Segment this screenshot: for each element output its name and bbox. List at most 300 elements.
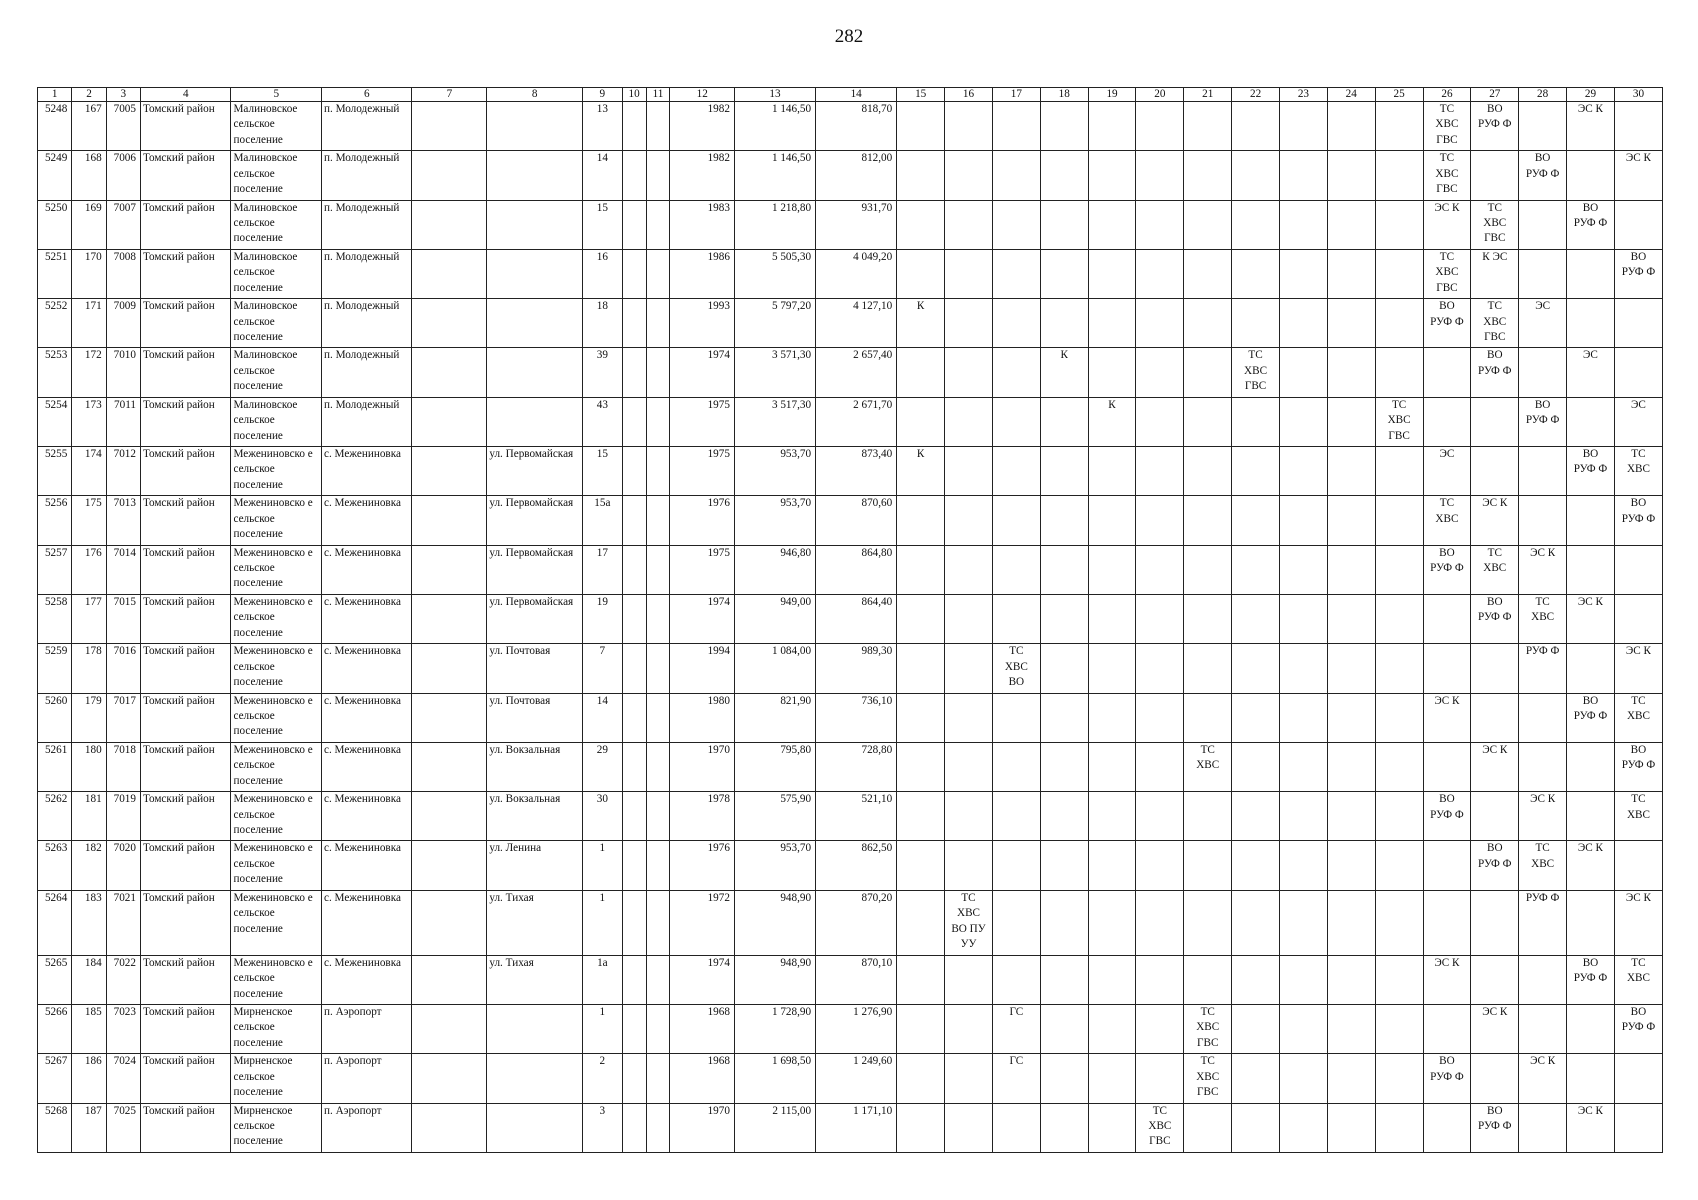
- cell-col-14: 521,10: [816, 792, 897, 841]
- cell-col-2: 172: [72, 348, 106, 397]
- utility-cell-col-27: [1471, 890, 1519, 955]
- utility-cell-col-20: [1136, 841, 1184, 890]
- cell-col-5: Межениновско е сельское поселение: [231, 447, 322, 496]
- utility-cell-col-23: [1279, 955, 1327, 1004]
- cell-col-9: 3: [583, 1103, 623, 1152]
- cell-col-9: 1: [583, 1005, 623, 1054]
- utility-cell-col-24: [1327, 348, 1375, 397]
- cell-col-2: 181: [72, 792, 106, 841]
- cell-col-8: [487, 151, 583, 200]
- utility-cell-col-15: [897, 397, 945, 446]
- cell-col-5: Малиновское сельское поселение: [231, 102, 322, 151]
- utility-cell-col-24: [1327, 693, 1375, 742]
- utility-cell-col-27: ТС ХВС: [1471, 545, 1519, 594]
- utility-cell-col-25: [1375, 200, 1423, 249]
- cell-col-7: [412, 151, 487, 200]
- cell-col-14: 4 049,20: [816, 249, 897, 298]
- utility-cell-col-27: ЭС К: [1471, 742, 1519, 791]
- utility-cell-col-17: ТС ХВС ВО: [992, 644, 1040, 693]
- cell-col-13: 1 084,00: [734, 644, 815, 693]
- utility-cell-col-19: [1088, 299, 1136, 348]
- cell-col-4: Томский район: [140, 249, 231, 298]
- utility-cell-col-21: [1184, 200, 1232, 249]
- utility-cell-col-26: ВО РУФ Ф: [1423, 792, 1471, 841]
- table-row: [38, 249, 1663, 298]
- cell-col-1: 5257: [38, 545, 72, 594]
- cell-col-9: 15а: [583, 496, 623, 545]
- cell-col-8: [487, 1103, 583, 1152]
- utility-cell-col-28: [1519, 693, 1567, 742]
- utility-cell-col-29: ВО РУФ Ф: [1567, 693, 1615, 742]
- utility-cell-col-28: [1519, 1005, 1567, 1054]
- utility-cell-col-16: [945, 200, 993, 249]
- cell-col-5: Межениновско е сельское поселение: [231, 594, 322, 643]
- utility-cell-col-20: [1136, 644, 1184, 693]
- utility-cell-col-24: [1327, 299, 1375, 348]
- utility-cell-col-28: [1519, 102, 1567, 151]
- utility-cell-col-21: [1184, 1103, 1232, 1152]
- utility-cell-col-23: [1279, 151, 1327, 200]
- utility-cell-col-16: [945, 955, 993, 1004]
- cell-col-12: 1970: [670, 1103, 735, 1152]
- cell-col-9: 43: [583, 397, 623, 446]
- utility-cell-col-29: [1567, 792, 1615, 841]
- utility-cell-col-22: [1232, 792, 1280, 841]
- utility-cell-col-26: [1423, 644, 1471, 693]
- cell-col-6: п. Аэропорт: [321, 1054, 412, 1103]
- utility-cell-col-30: [1614, 348, 1662, 397]
- utility-cell-col-29: [1567, 397, 1615, 446]
- table-row: [38, 792, 1663, 841]
- utility-cell-col-28: ВО РУФ Ф: [1519, 397, 1567, 446]
- utility-cell-col-28: [1519, 742, 1567, 791]
- utility-cell-col-23: [1279, 594, 1327, 643]
- cell-col-8: ул. Почтовая: [487, 644, 583, 693]
- cell-col-9: 14: [583, 693, 623, 742]
- cell-col-12: 1974: [670, 348, 735, 397]
- cell-col-7: [412, 348, 487, 397]
- utility-cell-col-15: [897, 792, 945, 841]
- utility-cell-col-17: [992, 102, 1040, 151]
- column-header-26: 26: [1423, 88, 1471, 102]
- cell-col-1: 5250: [38, 200, 72, 249]
- utility-cell-col-24: [1327, 742, 1375, 791]
- utility-cell-col-15: К: [897, 299, 945, 348]
- utility-cell-col-23: [1279, 249, 1327, 298]
- cell-col-10: [622, 693, 646, 742]
- cell-col-13: 946,80: [734, 545, 815, 594]
- cell-col-5: Малиновское сельское поселение: [231, 200, 322, 249]
- utility-cell-col-26: ЭС К: [1423, 955, 1471, 1004]
- cell-col-3: 7011: [106, 397, 140, 446]
- column-header-10: 10: [622, 88, 646, 102]
- cell-col-3: 7007: [106, 200, 140, 249]
- utility-cell-col-22: [1232, 496, 1280, 545]
- cell-col-11: [646, 299, 670, 348]
- utility-cell-col-24: [1327, 644, 1375, 693]
- cell-col-3: 7025: [106, 1103, 140, 1152]
- utility-cell-col-20: [1136, 955, 1184, 1004]
- register-rows: [38, 102, 1663, 1153]
- utility-cell-col-28: [1519, 249, 1567, 298]
- cell-col-7: [412, 545, 487, 594]
- column-header-22: 22: [1232, 88, 1280, 102]
- cell-col-13: 953,70: [734, 496, 815, 545]
- cell-col-3: 7016: [106, 644, 140, 693]
- utility-cell-col-25: [1375, 151, 1423, 200]
- utility-cell-col-28: ЭС: [1519, 299, 1567, 348]
- cell-col-7: [412, 102, 487, 151]
- utility-cell-col-16: [945, 299, 993, 348]
- cell-col-6: с. Межениновка: [321, 644, 412, 693]
- table-row: [38, 742, 1663, 791]
- cell-col-4: Томский район: [140, 742, 231, 791]
- utility-cell-col-27: ВО РУФ Ф: [1471, 594, 1519, 643]
- utility-cell-col-20: [1136, 397, 1184, 446]
- utility-cell-col-27: [1471, 397, 1519, 446]
- column-header-21: 21: [1184, 88, 1232, 102]
- utility-cell-col-17: [992, 693, 1040, 742]
- cell-col-13: 5 797,20: [734, 299, 815, 348]
- utility-cell-col-22: [1232, 151, 1280, 200]
- cell-col-13: 2 115,00: [734, 1103, 815, 1152]
- cell-col-3: 7008: [106, 249, 140, 298]
- utility-cell-col-18: [1040, 447, 1088, 496]
- cell-col-5: Межениновско е сельское поселение: [231, 955, 322, 1004]
- table-row: [38, 545, 1663, 594]
- utility-cell-col-21: [1184, 890, 1232, 955]
- utility-cell-col-29: ЭС К: [1567, 841, 1615, 890]
- table-row: [38, 348, 1663, 397]
- cell-col-8: [487, 249, 583, 298]
- column-header-16: 16: [945, 88, 993, 102]
- cell-col-11: [646, 545, 670, 594]
- table-row: [38, 447, 1663, 496]
- utility-cell-col-26: ЭС К: [1423, 693, 1471, 742]
- utility-cell-col-27: [1471, 644, 1519, 693]
- cell-col-5: Малиновское сельское поселение: [231, 299, 322, 348]
- utility-cell-col-16: [945, 594, 993, 643]
- cell-col-12: 1994: [670, 644, 735, 693]
- utility-cell-col-20: [1136, 102, 1184, 151]
- cell-col-2: 184: [72, 955, 106, 1004]
- cell-col-8: ул. Вокзальная: [487, 792, 583, 841]
- cell-col-3: 7024: [106, 1054, 140, 1103]
- utility-cell-col-17: [992, 249, 1040, 298]
- cell-col-7: [412, 249, 487, 298]
- utility-cell-col-22: ТС ХВС ГВС: [1232, 348, 1280, 397]
- column-number-header: [38, 88, 1663, 102]
- utility-cell-col-19: [1088, 102, 1136, 151]
- utility-cell-col-26: ЭС К: [1423, 200, 1471, 249]
- utility-cell-col-28: [1519, 1103, 1567, 1152]
- utility-cell-col-30: [1614, 1054, 1662, 1103]
- utility-cell-col-23: [1279, 792, 1327, 841]
- utility-cell-col-17: [992, 348, 1040, 397]
- utility-cell-col-23: [1279, 1103, 1327, 1152]
- cell-col-4: Томский район: [140, 397, 231, 446]
- utility-cell-col-23: [1279, 693, 1327, 742]
- cell-col-3: 7019: [106, 792, 140, 841]
- cell-col-9: 30: [583, 792, 623, 841]
- cell-col-2: 173: [72, 397, 106, 446]
- utility-cell-col-27: ЭС К: [1471, 1005, 1519, 1054]
- cell-col-9: 19: [583, 594, 623, 643]
- cell-col-11: [646, 447, 670, 496]
- cell-col-6: п. Молодежный: [321, 249, 412, 298]
- utility-cell-col-29: [1567, 1054, 1615, 1103]
- utility-cell-col-27: К ЭС: [1471, 249, 1519, 298]
- utility-cell-col-16: [945, 447, 993, 496]
- utility-cell-col-15: [897, 102, 945, 151]
- utility-cell-col-19: [1088, 348, 1136, 397]
- table-row: [38, 151, 1663, 200]
- utility-cell-col-28: [1519, 200, 1567, 249]
- utility-cell-col-16: ТС ХВС ВО ПУ УУ: [945, 890, 993, 955]
- cell-col-8: [487, 397, 583, 446]
- utility-cell-col-21: [1184, 447, 1232, 496]
- utility-cell-col-16: [945, 397, 993, 446]
- cell-col-5: Малиновское сельское поселение: [231, 151, 322, 200]
- cell-col-13: 1 698,50: [734, 1054, 815, 1103]
- utility-cell-col-23: [1279, 102, 1327, 151]
- utility-cell-col-24: [1327, 102, 1375, 151]
- utility-cell-col-26: ВО РУФ Ф: [1423, 1054, 1471, 1103]
- utility-cell-col-27: ТС ХВС ГВС: [1471, 200, 1519, 249]
- cell-col-11: [646, 890, 670, 955]
- cell-col-2: 182: [72, 841, 106, 890]
- cell-col-11: [646, 1103, 670, 1152]
- utility-cell-col-15: [897, 200, 945, 249]
- cell-col-12: 1980: [670, 693, 735, 742]
- utility-cell-col-18: [1040, 102, 1088, 151]
- cell-col-2: 167: [72, 102, 106, 151]
- utility-cell-col-16: [945, 1103, 993, 1152]
- utility-cell-col-21: [1184, 841, 1232, 890]
- cell-col-3: 7021: [106, 890, 140, 955]
- cell-col-13: 948,90: [734, 890, 815, 955]
- utility-cell-col-18: [1040, 955, 1088, 1004]
- utility-cell-col-15: [897, 348, 945, 397]
- utility-cell-col-25: [1375, 496, 1423, 545]
- cell-col-2: 180: [72, 742, 106, 791]
- cell-col-2: 187: [72, 1103, 106, 1152]
- cell-col-1: 5267: [38, 1054, 72, 1103]
- cell-col-13: 1 146,50: [734, 102, 815, 151]
- cell-col-12: 1982: [670, 151, 735, 200]
- cell-col-5: Межениновско е сельское поселение: [231, 792, 322, 841]
- cell-col-3: 7012: [106, 447, 140, 496]
- cell-col-12: 1972: [670, 890, 735, 955]
- utility-cell-col-15: [897, 693, 945, 742]
- cell-col-8: [487, 1005, 583, 1054]
- utility-cell-col-29: [1567, 644, 1615, 693]
- cell-col-1: 5259: [38, 644, 72, 693]
- table-row: [38, 841, 1663, 890]
- utility-cell-col-15: [897, 249, 945, 298]
- utility-cell-col-19: [1088, 447, 1136, 496]
- cell-col-10: [622, 1103, 646, 1152]
- cell-col-12: 1976: [670, 841, 735, 890]
- utility-cell-col-22: [1232, 397, 1280, 446]
- utility-cell-col-22: [1232, 841, 1280, 890]
- column-header-2: 2: [72, 88, 106, 102]
- utility-cell-col-22: [1232, 1005, 1280, 1054]
- utility-cell-col-24: [1327, 545, 1375, 594]
- utility-cell-col-30: [1614, 545, 1662, 594]
- cell-col-14: 870,60: [816, 496, 897, 545]
- table-row: [38, 594, 1663, 643]
- utility-cell-col-24: [1327, 397, 1375, 446]
- cell-col-5: Мирненское сельское поселение: [231, 1054, 322, 1103]
- cell-col-10: [622, 496, 646, 545]
- utility-cell-col-16: [945, 1054, 993, 1103]
- cell-col-1: 5262: [38, 792, 72, 841]
- utility-cell-col-20: [1136, 299, 1184, 348]
- cell-col-2: 178: [72, 644, 106, 693]
- utility-cell-col-22: [1232, 1103, 1280, 1152]
- column-header-23: 23: [1279, 88, 1327, 102]
- cell-col-4: Томский район: [140, 792, 231, 841]
- utility-cell-col-27: ВО РУФ Ф: [1471, 348, 1519, 397]
- cell-col-10: [622, 545, 646, 594]
- utility-cell-col-23: [1279, 742, 1327, 791]
- utility-cell-col-18: [1040, 1103, 1088, 1152]
- utility-cell-col-22: [1232, 955, 1280, 1004]
- cell-col-4: Томский район: [140, 102, 231, 151]
- utility-cell-col-23: [1279, 545, 1327, 594]
- utility-cell-col-23: [1279, 841, 1327, 890]
- cell-col-3: 7005: [106, 102, 140, 151]
- utility-cell-col-16: [945, 742, 993, 791]
- utility-cell-col-15: [897, 841, 945, 890]
- utility-cell-col-21: [1184, 348, 1232, 397]
- utility-cell-col-30: ТС ХВС: [1614, 792, 1662, 841]
- utility-cell-col-27: ВО РУФ Ф: [1471, 841, 1519, 890]
- utility-cell-col-28: ТС ХВС: [1519, 841, 1567, 890]
- utility-cell-col-17: [992, 200, 1040, 249]
- utility-cell-col-18: [1040, 151, 1088, 200]
- utility-cell-col-29: [1567, 151, 1615, 200]
- utility-cell-col-21: [1184, 397, 1232, 446]
- cell-col-5: Межениновско е сельское поселение: [231, 890, 322, 955]
- utility-cell-col-28: ЭС К: [1519, 545, 1567, 594]
- cell-col-2: 171: [72, 299, 106, 348]
- cell-col-3: 7023: [106, 1005, 140, 1054]
- cell-col-8: ул. Ленина: [487, 841, 583, 890]
- cell-col-2: 176: [72, 545, 106, 594]
- utility-cell-col-20: [1136, 792, 1184, 841]
- cell-col-4: Томский район: [140, 545, 231, 594]
- utility-cell-col-23: [1279, 644, 1327, 693]
- cell-col-8: ул. Тихая: [487, 955, 583, 1004]
- utility-cell-col-30: [1614, 594, 1662, 643]
- cell-col-10: [622, 890, 646, 955]
- cell-col-7: [412, 792, 487, 841]
- utility-cell-col-22: [1232, 890, 1280, 955]
- cell-col-6: с. Межениновка: [321, 693, 412, 742]
- cell-col-2: 168: [72, 151, 106, 200]
- utility-cell-col-21: [1184, 496, 1232, 545]
- utility-cell-col-30: ТС ХВС: [1614, 447, 1662, 496]
- utility-cell-col-26: [1423, 742, 1471, 791]
- cell-col-6: с. Межениновка: [321, 742, 412, 791]
- utility-cell-col-17: [992, 299, 1040, 348]
- cell-col-6: п. Аэропорт: [321, 1103, 412, 1152]
- utility-cell-col-16: [945, 841, 993, 890]
- utility-cell-col-19: [1088, 249, 1136, 298]
- utility-cell-col-22: [1232, 447, 1280, 496]
- utility-cell-col-29: ЭС К: [1567, 102, 1615, 151]
- cell-col-14: 4 127,10: [816, 299, 897, 348]
- cell-col-7: [412, 693, 487, 742]
- column-header-24: 24: [1327, 88, 1375, 102]
- utility-cell-col-21: [1184, 792, 1232, 841]
- cell-col-4: Томский район: [140, 955, 231, 1004]
- cell-col-9: 7: [583, 644, 623, 693]
- register-table-container: [37, 87, 1663, 1153]
- cell-col-1: 5261: [38, 742, 72, 791]
- cell-col-9: 18: [583, 299, 623, 348]
- cell-col-9: 15: [583, 447, 623, 496]
- column-header-30: 30: [1614, 88, 1662, 102]
- cell-col-7: [412, 397, 487, 446]
- utility-cell-col-17: [992, 742, 1040, 791]
- utility-cell-col-25: ТС ХВС ГВС: [1375, 397, 1423, 446]
- cell-col-7: [412, 1005, 487, 1054]
- cell-col-7: [412, 1103, 487, 1152]
- cell-col-10: [622, 151, 646, 200]
- cell-col-11: [646, 348, 670, 397]
- utility-cell-col-17: [992, 447, 1040, 496]
- column-header-12: 12: [670, 88, 735, 102]
- utility-cell-col-20: [1136, 249, 1184, 298]
- utility-cell-col-27: [1471, 693, 1519, 742]
- cell-col-8: [487, 299, 583, 348]
- cell-col-12: 1970: [670, 742, 735, 791]
- cell-col-3: 7009: [106, 299, 140, 348]
- utility-cell-col-16: [945, 496, 993, 545]
- utility-cell-col-20: [1136, 545, 1184, 594]
- utility-cell-col-20: [1136, 200, 1184, 249]
- utility-cell-col-26: ТС ХВС ГВС: [1423, 151, 1471, 200]
- cell-col-14: 818,70: [816, 102, 897, 151]
- cell-col-5: Малиновское сельское поселение: [231, 348, 322, 397]
- column-header-27: 27: [1471, 88, 1519, 102]
- utility-cell-col-15: [897, 151, 945, 200]
- utility-cell-col-22: [1232, 742, 1280, 791]
- cell-col-1: 5256: [38, 496, 72, 545]
- cell-col-13: 949,00: [734, 594, 815, 643]
- cell-col-2: 186: [72, 1054, 106, 1103]
- cell-col-6: п. Аэропорт: [321, 1005, 412, 1054]
- cell-col-8: [487, 200, 583, 249]
- cell-col-2: 185: [72, 1005, 106, 1054]
- utility-cell-col-20: [1136, 742, 1184, 791]
- cell-col-11: [646, 1005, 670, 1054]
- cell-col-4: Томский район: [140, 299, 231, 348]
- utility-cell-col-26: ВО РУФ Ф: [1423, 545, 1471, 594]
- cell-col-9: 1: [583, 841, 623, 890]
- cell-col-3: 7014: [106, 545, 140, 594]
- utility-cell-col-24: [1327, 841, 1375, 890]
- utility-cell-col-16: [945, 102, 993, 151]
- utility-cell-col-20: [1136, 496, 1184, 545]
- utility-cell-col-18: [1040, 299, 1088, 348]
- cell-col-12: 1974: [670, 955, 735, 1004]
- utility-cell-col-21: ТС ХВС ГВС: [1184, 1005, 1232, 1054]
- cell-col-2: 183: [72, 890, 106, 955]
